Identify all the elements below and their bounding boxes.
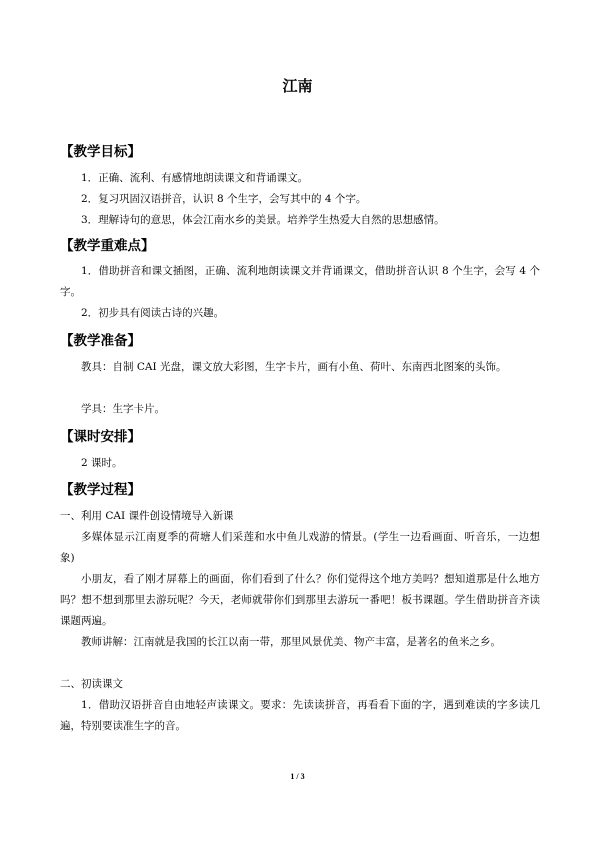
- process-part1-title: 一、利用 CAI 课件创设情境导入新课: [60, 510, 234, 522]
- process-part2-item-1: 1．借助汉语拼音自由地轻声读课文。要求：先读读拼音，再看看下面的字，遇到难读的字多读几遍，特别要读准生字的音。: [60, 699, 540, 732]
- page-number: 1 / 3: [290, 772, 305, 781]
- goal-item-1: 1．正确、流利、有感情地朗读课文和背诵课文。: [81, 172, 309, 184]
- preparation-item-student: 学具：生字卡片。: [81, 403, 165, 415]
- process-part1-item-2: 小朋友，看了刚才屏幕上的画面，你们看到了什么？你们觉得这个地方美吗？想知道那是什么地方吗？想不想到那里去游玩呢？今天，老师就带你们到那里去游玩一番吧！板书课题。学生借助拼音齐读课题两遍。: [60, 573, 540, 627]
- key-point-item-1: 1．借助拼音和课文插图，正确、流利地朗读课文并背诵课文，借助拼音认识 8 个生字，会写 4 个字。: [60, 265, 540, 298]
- section-heading-process: 【教学过程】: [60, 482, 141, 498]
- preparation-item-teacher: 教具：自制 CAI 光盘，课文放大彩图，生字卡片，画有小鱼、荷叶、东南西北图案的头饰。: [81, 361, 507, 373]
- section-heading-schedule: 【课时安排】: [60, 429, 141, 445]
- goal-item-3: 3．理解诗句的意思，体会江南水乡的美景。培养学生热爱大自然的思想感情。: [81, 214, 445, 226]
- process-part1-item-1: 多媒体显示江南夏季的荷塘人们采莲和水中鱼儿戏游的情景。(学生一边看画面、听音乐，一边想象): [60, 531, 540, 564]
- process-part2-title: 二、初读课文: [60, 678, 123, 690]
- section-heading-key-points: 【教学重难点】: [60, 238, 155, 254]
- key-point-item-2: 2．初步具有阅读古诗的兴趣。: [81, 307, 225, 319]
- schedule-item: 2 课时。: [81, 457, 123, 469]
- section-heading-preparation: 【教学准备】: [60, 333, 141, 349]
- document-title: 江南: [282, 77, 313, 95]
- section-heading-goals: 【教学目标】: [60, 144, 141, 160]
- goal-item-2: 2．复习巩固汉语拼音，认识 8 个生字，会写其中的 4 个字。: [81, 193, 367, 205]
- process-part1-item-3: 教师讲解：江南就是我国的长江以南一带，那里风景优美、物产丰富，是著名的鱼米之乡。: [81, 636, 501, 648]
